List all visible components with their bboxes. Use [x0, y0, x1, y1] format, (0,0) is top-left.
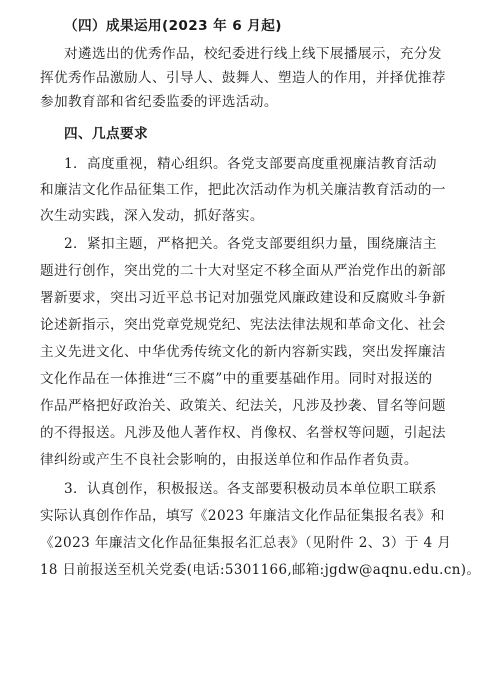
paragraph-line: 和廉洁文化作品征集工作，把此次活动作为机关廉洁教育活动的一: [40, 182, 446, 198]
paragraph-line: 署新要求，突出习近平总书记对加强党风廉政建设和反腐败斗争新: [40, 290, 446, 306]
paragraph-line: 3．认真创作，积极报送。各支部要积极动员本单位职工联系: [64, 481, 437, 497]
paragraph-line: 题进行创作，突出党的二十大对坚定不移全面从严治党作出的新部: [40, 263, 446, 279]
paragraph-line: 对遴选出的优秀作品，校纪委进行线上线下展播展示，充分发: [64, 46, 442, 62]
paragraph-line: 18 日前报送至机关党委(电话:5301166,邮箱:jgdw@aqnu.edu.cn)。: [40, 562, 481, 578]
paragraph-line: 参加教育部和省纪委监委的评选活动。: [40, 94, 278, 110]
paragraph-line: 律纠纷或产生不良社会影响的，由报送单位和作品作者负责。: [40, 452, 418, 468]
paragraph-line: 挥优秀作品激励人、引导人、鼓舞人、塑造人的作用，并择优推荐: [40, 70, 446, 86]
section-heading-results-use: （四）成果运用(2023 年 6 月起): [64, 18, 282, 34]
paragraph-line: 作品严格把好政治关、政策关、纪法关，凡涉及抄袭、冒名等问题: [40, 398, 446, 414]
section-heading-requirements: 四、几点要求: [64, 126, 148, 142]
paragraph-line: 次生动实践，深入发动，抓好落实。: [40, 208, 264, 224]
paragraph-line: 主义先进文化、中华优秀传统文化的新内容新实践，突出发挥廉洁: [40, 344, 446, 360]
paragraph-line: 2．紧扣主题，严格把关。各党支部要组织力量，围绕廉洁主: [64, 236, 437, 252]
paragraph-line: 实际认真创作作品，填写《2023 年廉洁文化作品征集报名表》和: [40, 508, 445, 524]
paragraph-line: 论述新指示，突出党章党规党纪、宪法法律法规和革命文化、社会: [40, 317, 446, 333]
paragraph-line: 《2023 年廉洁文化作品征集报名汇总表》（见附件 2、3）于 4 月: [40, 535, 452, 551]
paragraph-line: 的不得报送。凡涉及他人著作权、肖像权、名誉权等问题，引起法: [40, 425, 446, 441]
paragraph-line: 文化作品在一体推进“三不腐”中的重要基础作用。同时对报送的: [40, 371, 433, 387]
paragraph-line: 1．高度重视，精心组织。各党支部要高度重视廉洁教育活动: [64, 156, 437, 172]
